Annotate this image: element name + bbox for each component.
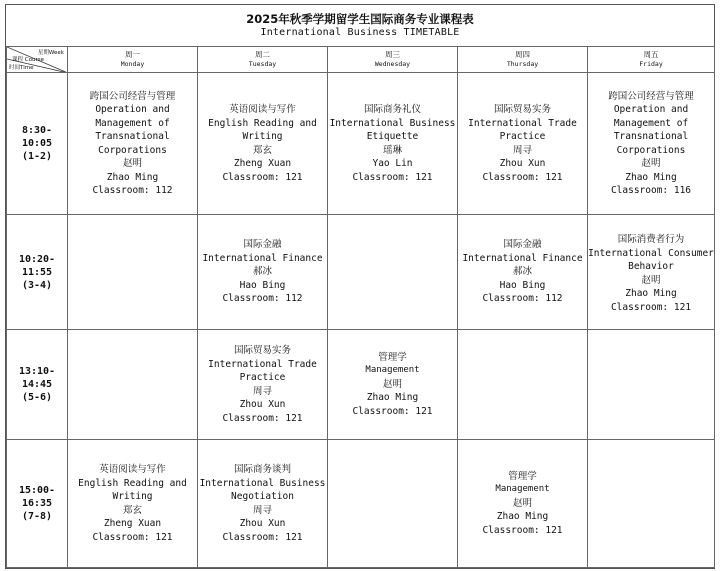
empty-cell xyxy=(328,440,458,568)
period-row-1 xyxy=(7,73,715,215)
timetable-sheet xyxy=(5,4,715,569)
course-cell: 管理学 Management 赵明 Zhao Ming Classroom: 121 xyxy=(458,440,588,568)
course-cell: 国际贸易实务 International Trade Practice 周寻 Zhou Xun Classroom: 121 xyxy=(458,73,588,215)
corner-course-label: 课程 Course xyxy=(12,57,44,63)
day-header-monday: 周一 Monday xyxy=(68,47,198,73)
course-cell: 国际金融 International Finance 郝冰 Hao Bing Classroom: 112 xyxy=(198,215,328,330)
empty-cell xyxy=(458,330,588,440)
empty-cell xyxy=(588,440,715,568)
period-row-3 xyxy=(7,330,715,440)
period-row-2 xyxy=(7,215,715,330)
corner-header xyxy=(7,47,68,73)
day-header-friday: 周五 Friday xyxy=(588,47,715,73)
period-time-1: 8:30- 10:05 (1-2) xyxy=(7,73,68,215)
day-header-wednesday: 周三 Wednesday xyxy=(328,47,458,73)
period-time-4: 15:00- 16:35 (7-8) xyxy=(7,440,68,568)
course-cell: 国际贸易实务 International Trade Practice 周寻 Zhou Xun Classroom: 121 xyxy=(198,330,328,440)
course-cell: 英语阅读与写作 English Reading and Writing 郑玄 Zheng Xuan Classroom: 121 xyxy=(68,440,198,568)
course-cell: 管理学 Management 赵明 Zhao Ming Classroom: 121 xyxy=(328,330,458,440)
header-row xyxy=(7,47,715,73)
course-cell: 英语阅读与写作 English Reading and Writing 郑玄 Zheng Xuan Classroom: 121 xyxy=(198,73,328,215)
empty-cell xyxy=(588,330,715,440)
course-cell: 国际商务礼仪 International Business Etiquette 瑶琳 Yao Lin Classroom: 121 xyxy=(328,73,458,215)
course-cell: 跨国公司经营与管理 Operation and Management of Transnational Corporations 赵明 Zhao Ming Classroom: 116 xyxy=(588,73,715,215)
corner-time-label: 时间Time xyxy=(9,65,34,71)
period-time-2: 10:20- 11:55 (3-4) xyxy=(7,215,68,330)
timetable-grid xyxy=(6,46,715,568)
empty-cell xyxy=(68,330,198,440)
empty-cell xyxy=(68,215,198,330)
course-cell: 跨国公司经营与管理 Operation and Management of Transnational Corporations 赵明 Zhao Ming Classroom: 112 xyxy=(68,73,198,215)
empty-cell xyxy=(328,215,458,330)
day-header-thursday: 周四 Thursday xyxy=(458,47,588,73)
course-cell: 国际金融 International Finance 郝冰 Hao Bing Classroom: 112 xyxy=(458,215,588,330)
period-time-3: 13:10- 14:45 (5-6) xyxy=(7,330,68,440)
title-english: International Business TIMETABLE xyxy=(260,27,460,38)
title-chinese: 2025年秋季学期留学生国际商务专业课程表 xyxy=(246,12,474,26)
course-cell: 国际消费者行为 International Consumer Behavior 赵明 Zhao Ming Classroom: 121 xyxy=(588,215,715,330)
period-row-4 xyxy=(7,440,715,568)
day-header-tuesday: 周二 Tuesday xyxy=(198,47,328,73)
course-cell: 国际商务谈判 International Business Negotiation 周寻 Zhou Xun Classroom: 121 xyxy=(198,440,328,568)
corner-week-label: 星期Week xyxy=(37,50,64,56)
